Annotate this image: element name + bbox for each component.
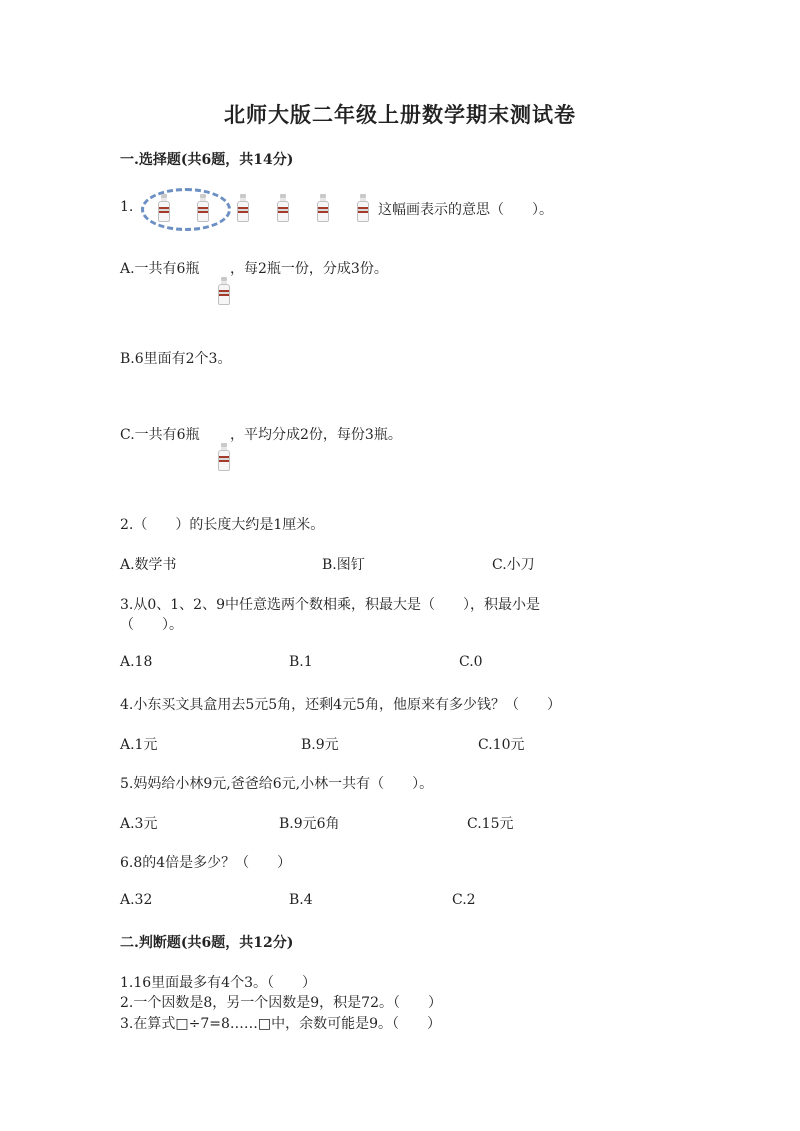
- page-title: 北师大版二年级上册数学期末测试卷: [224, 102, 576, 127]
- judge-item: 2.一个因数是8，另一个因数是9，积是72。（ ）: [120, 995, 442, 1011]
- q2-option-a: A.数学书: [120, 557, 177, 573]
- q4-stem: 4.小东买文具盒用去5元5角，还剩4元5角，他原来有多少钱？（ ）: [120, 697, 561, 713]
- q1-option-c-rest: ，平均分成2份，每份3瓶。: [230, 427, 402, 443]
- q1-option-a-text: A.一共有6瓶: [120, 261, 200, 277]
- water-bottle-icon: [317, 194, 329, 222]
- water-bottle-icon: [277, 194, 289, 222]
- q3-option-c: C.0: [459, 654, 483, 670]
- q1-option-a-rest: ，每2瓶一份，分成3份。: [230, 261, 388, 277]
- q5-option-c: C.15元: [467, 816, 514, 832]
- water-bottle-icon: [158, 194, 170, 222]
- section-heading-judge: 二.判断题(共6题，共12分): [120, 935, 294, 951]
- q4-option-c: C.10元: [478, 737, 525, 753]
- q1-number: 1.: [120, 199, 134, 215]
- q1-stem: 这幅画表示的意思（ ）。: [378, 202, 553, 218]
- water-bottle-icon: [218, 277, 230, 305]
- q2-option-c: C.小刀: [492, 557, 535, 573]
- q1-option-c-text: C.一共有6瓶: [120, 427, 200, 443]
- q2-option-b: B.图钉: [322, 557, 365, 573]
- q5-option-a: A.3元: [120, 816, 158, 832]
- q5-option-b: B.9元6角: [279, 816, 340, 832]
- q3-stem-line1: 3.从0、1、2、9中任意选两个数相乘，积最大是（ ），积最小是: [120, 597, 540, 613]
- judge-item: 1.16里面最多有4个3。（ ）: [120, 975, 316, 991]
- water-bottle-icon: [218, 443, 230, 471]
- water-bottle-icon: [197, 194, 209, 222]
- judge-item: 3.在算式□÷7=8……□中，余数可能是9。（ ）: [120, 1016, 441, 1032]
- q2-stem: 2.（ ）的长度大约是1厘米。: [120, 517, 325, 533]
- q3-stem-line2: （ ）。: [120, 617, 183, 633]
- q6-stem: 6.8的4倍是多少？（ ）: [120, 855, 292, 871]
- q6-option-b: B.4: [289, 892, 313, 908]
- section-heading-choice: 一.选择题(共6题，共14分): [120, 152, 294, 168]
- q4-option-b: B.9元: [301, 737, 339, 753]
- water-bottle-icon: [237, 194, 249, 222]
- q5-stem: 5.妈妈给小林9元,爸爸给6元,小林一共有（ ）。: [120, 776, 434, 792]
- grouping-ellipse: [141, 188, 231, 231]
- q1-option-b: B.6里面有2个3。: [120, 351, 232, 367]
- q4-option-a: A.1元: [120, 737, 158, 753]
- q6-option-a: A.32: [120, 892, 153, 908]
- water-bottle-icon: [357, 194, 369, 222]
- q3-option-a: A.18: [120, 654, 153, 670]
- q6-option-c: C.2: [452, 892, 476, 908]
- q3-option-b: B.1: [289, 654, 313, 670]
